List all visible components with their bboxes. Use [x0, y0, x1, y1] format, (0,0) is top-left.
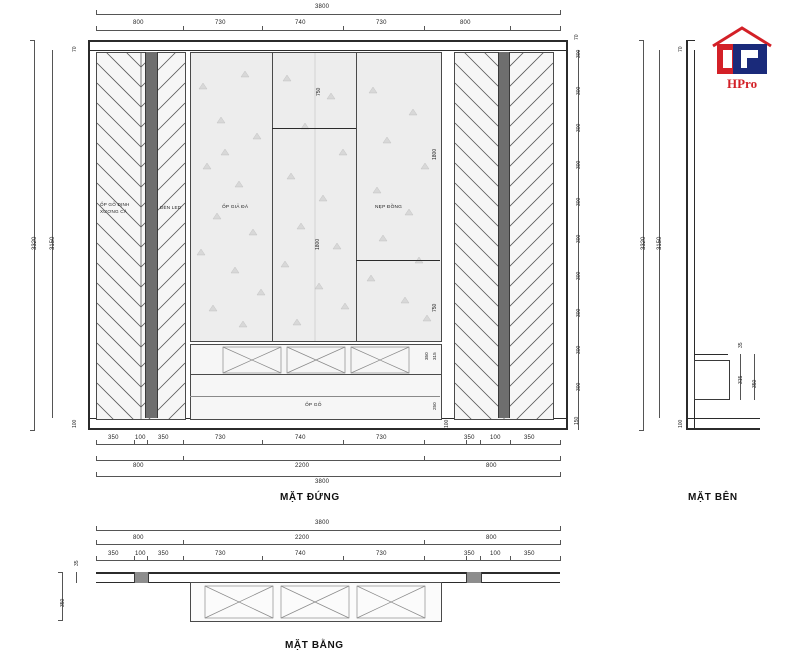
- side-left-inner-value: 3150: [657, 236, 663, 250]
- plan-left-thin-dimline: [76, 572, 77, 583]
- front-left-inner-value: 3150: [50, 236, 56, 250]
- front-bottom-s1: 350: [108, 435, 119, 441]
- plan-cabinet: [190, 582, 442, 622]
- front-right-d3: 300: [576, 123, 582, 132]
- side-left-outer-value: 3320: [641, 236, 647, 250]
- front-left-inner-dimline: [52, 50, 53, 418]
- plan-row1-b: 2200: [295, 535, 310, 541]
- side-depth-c: 350: [752, 379, 758, 388]
- front-right-bottom-small2: 100: [444, 419, 450, 428]
- front-stone-right: [356, 52, 442, 342]
- side-depth-dimline-c: [754, 354, 755, 400]
- stone-texture-3: [357, 53, 441, 341]
- front-lower-cabinet: [190, 344, 442, 376]
- front-right-d1: 300: [576, 49, 582, 58]
- plan-top-overall-value: 3800: [315, 520, 330, 526]
- front-lower-base-line: [190, 396, 440, 397]
- front-stone-left-upper: [190, 52, 274, 342]
- front-dim-stone-mid: 1800: [432, 148, 438, 160]
- front-bottom-s6: 730: [376, 435, 387, 441]
- side-depth-a: 35: [738, 342, 744, 348]
- side-left-bottom-small: 100: [678, 419, 684, 428]
- side-wall-top: [686, 40, 695, 41]
- front-right-d6: 300: [576, 234, 582, 243]
- side-elevation-view: [620, 0, 800, 510]
- front-dim-wood-h1: 350: [424, 352, 429, 360]
- front-right-top-small: 70: [574, 34, 580, 40]
- plan-row1-c: 800: [486, 535, 497, 541]
- herringbone-pattern-left: [97, 53, 185, 419]
- plan-row2-5: 740: [295, 551, 306, 557]
- plan-view: [0, 510, 620, 659]
- front-bottom-overall-dimline: [96, 476, 560, 477]
- plan-left-depth-dimline: [62, 572, 63, 620]
- plan-row1-dimline: [96, 544, 560, 545]
- front-outer-top: [88, 40, 568, 42]
- front-outer-bottom: [88, 428, 568, 430]
- front-right-d8: 300: [576, 308, 582, 317]
- front-label-wood-herringbone-sub: XƯƠNG CÁ: [100, 209, 128, 214]
- front-outer-left: [88, 40, 90, 430]
- front-dim-stone-center: 1800: [315, 238, 321, 250]
- plan-row1-a: 800: [133, 535, 144, 541]
- front-bottom-mid-dimline: [96, 460, 560, 461]
- front-stone-divider-h1: [272, 128, 356, 129]
- stone-texture-1: [191, 53, 273, 341]
- plan-row2-1: 350: [108, 551, 119, 557]
- front-top-seg-4: 730: [376, 20, 387, 26]
- front-view-caption: MẶT ĐỨNG: [280, 492, 340, 503]
- front-label-stone: ỐP GIẢ ĐÁ: [222, 205, 249, 210]
- front-stone-divider-h2: [356, 260, 440, 261]
- front-right-d10: 300: [576, 382, 582, 391]
- side-depth-b: 315: [738, 375, 744, 384]
- plan-row2-6: 730: [376, 551, 387, 557]
- front-dim-wood-h3: 250: [432, 402, 437, 410]
- plan-left-depth-value: 350: [60, 598, 66, 607]
- side-left-top-small: 70: [678, 46, 684, 52]
- front-bottom-seg-dimline: [96, 444, 560, 445]
- side-cabinet-box: [694, 360, 730, 400]
- front-right-d5: 300: [576, 197, 582, 206]
- front-right-d7: 300: [576, 271, 582, 280]
- front-top-seg-1: 800: [133, 20, 144, 26]
- plan-top-overall-dimline: [96, 530, 560, 531]
- front-top-seg-3: 740: [295, 20, 306, 26]
- side-left-inner-dimline: [659, 50, 660, 418]
- front-right-bottom-small: 150: [574, 416, 580, 425]
- front-label-wood-herringbone: ỐP GỖ ĐỊNH: [100, 202, 130, 207]
- front-bottom-s2: 100: [135, 435, 146, 441]
- front-left-led-strip: [145, 52, 158, 418]
- front-right-led-strip: [498, 52, 510, 418]
- front-dim-stone-top: 750: [316, 87, 322, 96]
- front-lower-base: [190, 374, 442, 420]
- front-dim-wood-h2: 315: [432, 352, 437, 360]
- plan-row2-9: 350: [524, 551, 535, 557]
- front-bottom-m1: 800: [133, 463, 144, 469]
- front-bottom-s9: 350: [524, 435, 535, 441]
- front-left-wood-panel: [96, 52, 186, 420]
- front-stone-center: [272, 52, 358, 342]
- plan-view-caption: MẶT BẰNG: [285, 640, 344, 651]
- front-bottom-s7: 350: [464, 435, 475, 441]
- front-top-seg-5: 800: [460, 20, 471, 26]
- plan-led-left: [134, 572, 149, 583]
- brand-name: HPro: [727, 76, 758, 91]
- front-label-led-left: ĐÈN LED: [160, 205, 182, 210]
- plan-cabinet-x-panels: [191, 583, 441, 621]
- front-top-seg-dimline: [96, 30, 560, 31]
- plan-led-right: [466, 572, 482, 583]
- front-bottom-m3: 800: [486, 463, 497, 469]
- plan-wall-band-top: [96, 572, 560, 574]
- front-bottom-s8: 100: [490, 435, 501, 441]
- front-label-brass-trim: NẸP ĐỒNG: [375, 205, 403, 210]
- stone-texture-2: [273, 53, 357, 341]
- front-left-top-small: 70: [72, 46, 78, 52]
- front-right-d2: 300: [576, 86, 582, 95]
- front-bottom-s3: 350: [158, 435, 169, 441]
- front-bottom-s4: 730: [215, 435, 226, 441]
- side-wall-outer: [686, 40, 688, 430]
- side-view-caption: MẶT BÊN: [688, 492, 738, 503]
- plan-row2-3: 350: [158, 551, 169, 557]
- plan-row2-8: 100: [490, 551, 501, 557]
- front-dim-stone-low: 750: [432, 303, 438, 312]
- front-label-wood-base: ỐP GỖ: [305, 403, 322, 408]
- front-right-d4: 300: [576, 160, 582, 169]
- front-top-overall-dimline: [96, 14, 560, 15]
- plan-row2-4: 730: [215, 551, 226, 557]
- plan-left-thin-value: 35: [74, 560, 80, 566]
- front-top-overall-value: 3800: [315, 4, 330, 10]
- front-bottom-m2: 2200: [295, 463, 310, 469]
- plan-row2-7: 350: [464, 551, 475, 557]
- front-ceiling-line: [88, 50, 568, 51]
- front-right-d9: 300: [576, 345, 582, 354]
- plan-row2-dimline: [96, 560, 560, 561]
- front-left-outer-value: 3320: [32, 236, 38, 250]
- plan-row2-2: 100: [135, 551, 146, 557]
- side-left-outer-dimline: [643, 40, 644, 430]
- side-cabinet-top-line: [694, 354, 728, 355]
- front-bottom-s5: 740: [295, 435, 306, 441]
- front-left-bottom-small: 100: [72, 419, 78, 428]
- front-top-seg-2: 730: [215, 20, 226, 26]
- side-floor-line2: [686, 418, 760, 419]
- front-bottom-overall-value: 3800: [315, 479, 330, 485]
- front-left-outer-dimline: [34, 40, 35, 430]
- side-floor: [686, 428, 760, 430]
- cabinet-x-panels: [191, 345, 441, 375]
- front-outer-right: [566, 40, 568, 430]
